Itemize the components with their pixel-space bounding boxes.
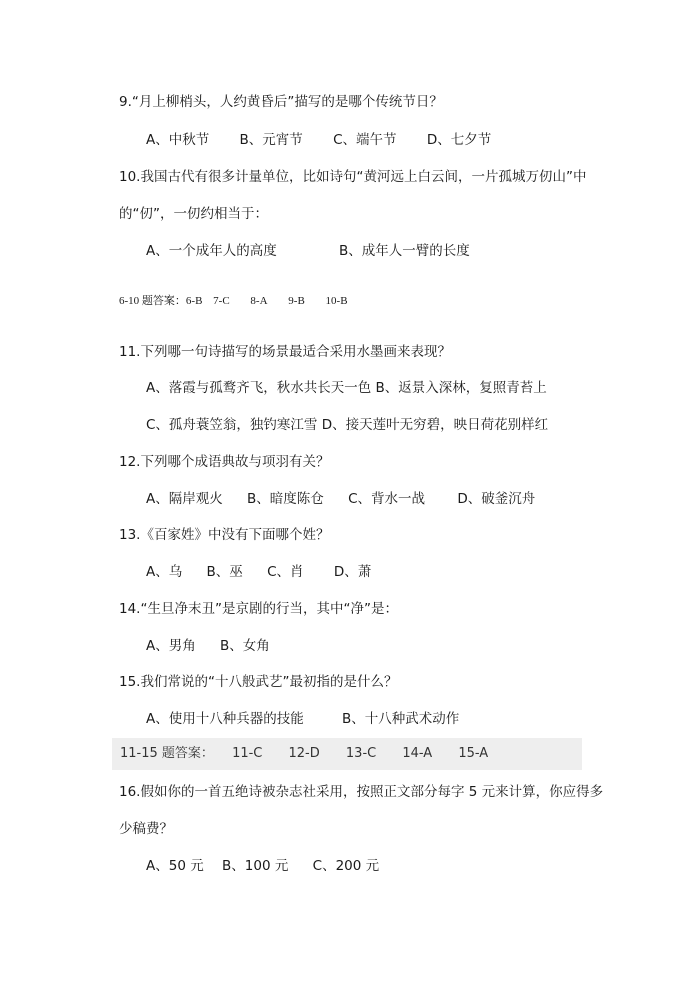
question-15-text: 15.我们常说的“十八般武艺”最初指的是什么？ xyxy=(119,674,398,690)
question-10-options xyxy=(146,241,496,261)
answer-item: 11-C xyxy=(232,746,263,761)
option: C、肖 xyxy=(267,564,304,580)
answer-item: 15-A xyxy=(458,746,489,761)
answer-item: 14-A xyxy=(402,746,433,761)
answer-item: 9-B xyxy=(288,295,305,307)
question-9-text: 9.“月上柳梢头，人约黄昏后”描写的是哪个传统节日？ xyxy=(119,94,443,110)
answers-6-10 xyxy=(119,291,366,311)
answer-item: 10-B xyxy=(325,295,348,307)
option: B、100 元 xyxy=(222,858,289,874)
option: D、破釜沉舟 xyxy=(457,491,536,507)
answers-11-15-band xyxy=(112,738,582,770)
question-15-options xyxy=(146,709,485,729)
question-16-line2: 少稿费？ xyxy=(119,821,173,837)
question-10-line2: 的“仞”，一仞约相当于： xyxy=(119,206,268,222)
question-16-options xyxy=(146,856,395,876)
option: D、七夕节 xyxy=(426,132,492,148)
option: A、男角 xyxy=(146,638,196,654)
option: A、一个成年人的高度 xyxy=(146,243,277,259)
option: A、隔岸观火 xyxy=(146,491,223,507)
option: C、背水一战 xyxy=(348,491,426,507)
question-14-text: 14.“生旦净末丑”是京剧的行当，其中“净”是： xyxy=(119,601,398,617)
option: A、使用十八种兵器的技能 xyxy=(146,711,304,727)
answer-item: 12-D xyxy=(288,746,320,761)
answers-heading: 11-15 题答案： xyxy=(120,746,214,761)
question-12-options xyxy=(146,489,551,509)
option: A、50 元 xyxy=(146,858,204,874)
question-9-options xyxy=(146,130,517,150)
option: C、200 元 xyxy=(312,858,380,874)
question-11-options-cd: C、孤舟蓑笠翁，独钓寒江雪 D、接天莲叶无穷碧，映日荷花别样红 xyxy=(146,417,549,433)
question-12-text: 12.下列哪个成语典故与项羽有关？ xyxy=(119,454,330,470)
question-14-options xyxy=(146,636,286,656)
option: B、暗度陈仓 xyxy=(247,491,324,507)
answers-heading: 6-10 题答案：6-B xyxy=(119,295,203,307)
question-13-options xyxy=(146,562,387,582)
question-10-line1: 10.我国古代有很多计量单位，比如诗句“黄河远上白云间，一片孤城万仞山”中 xyxy=(119,169,587,185)
option: C、端午节 xyxy=(333,132,397,148)
question-11-options-ab: A、落霞与孤鹜齐飞，秋水共长天一色 B、返景入深林，复照青苔上 xyxy=(146,380,547,396)
answer-item: 13-C xyxy=(345,746,377,761)
option: B、成年人一臂的长度 xyxy=(339,243,470,259)
option: D、萧 xyxy=(333,564,372,580)
answer-item: 7-C xyxy=(213,295,230,307)
option: B、巫 xyxy=(206,564,243,580)
option: A、中秋节 xyxy=(146,132,210,148)
option: A、乌 xyxy=(146,564,183,580)
question-13-text: 13.《百家姓》中没有下面哪个姓？ xyxy=(119,527,330,543)
option: B、女角 xyxy=(220,638,270,654)
question-16-line1: 16.假如你的一首五绝诗被杂志社采用，按照正文部分每字 5 元来计算，你应得多 xyxy=(119,784,604,800)
answer-item: 8-A xyxy=(250,295,268,307)
answers-11-15 xyxy=(120,744,510,764)
question-11-text: 11.下列哪一句诗描写的场景最适合采用水墨画来表现？ xyxy=(119,344,451,360)
option: B、元宵节 xyxy=(239,132,303,148)
option: B、十八种武术动作 xyxy=(342,711,460,727)
